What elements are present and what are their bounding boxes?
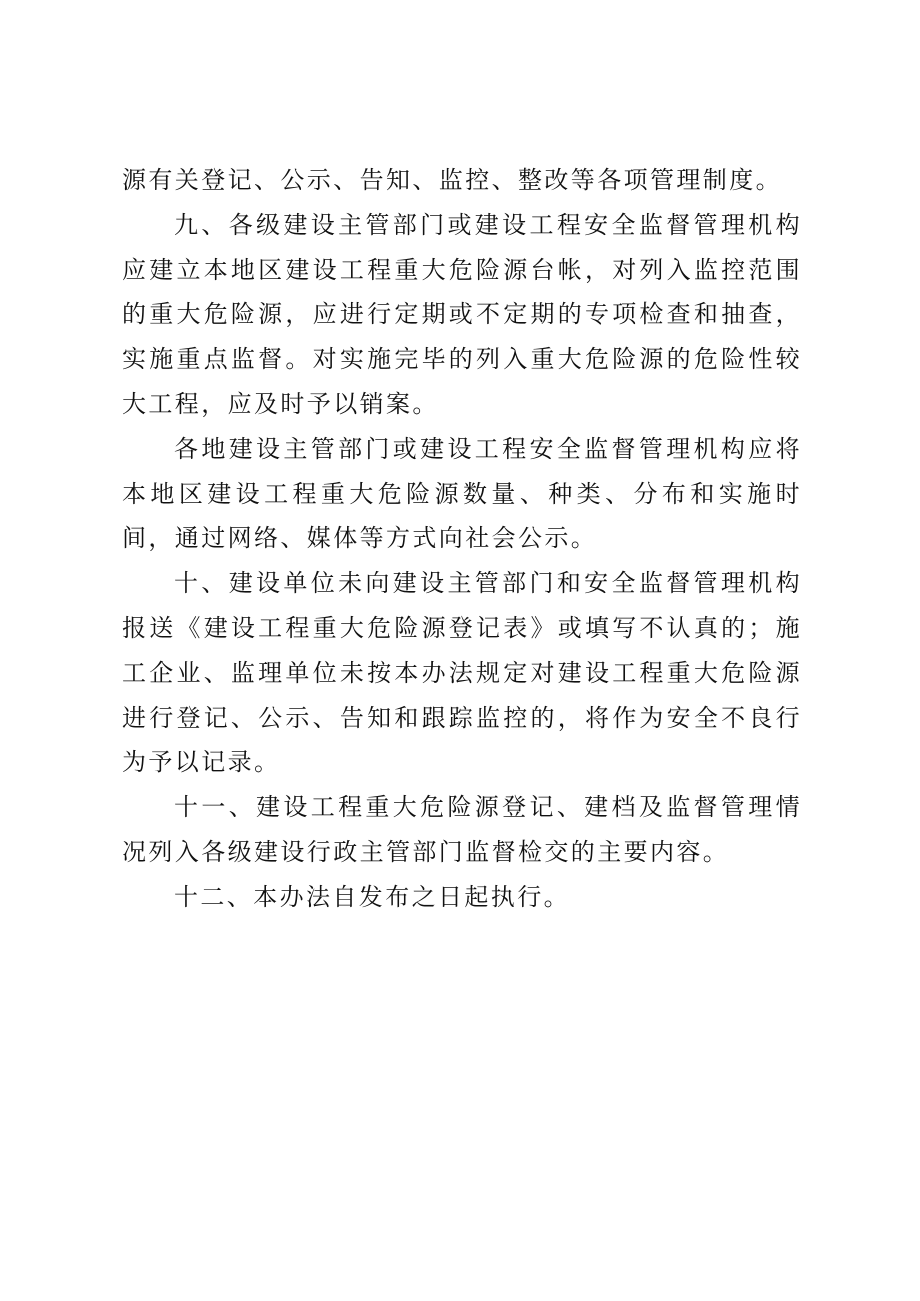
paragraph-article-9: 九、各级建设主管部门或建设工程安全监督管理机构应建立本地区建设工程重大危险源台帐，对列入监控范围的重大危险源，应进行定期或不定期的专项检查和抽查，实施重点监督。对实施完毕的列入重大危险源的危险性较大工程，应及时予以销案。: [122, 210, 802, 418]
paragraph-continuation: 源有关登记、公示、告知、监控、整改等各项管理制度。: [122, 166, 782, 194]
paragraph-article-12: 十二、本办法自发布之日起执行。: [174, 882, 570, 911]
document-body: [122, 158, 802, 920]
paragraph-article-11: 十一、建设工程重大危险源登记、建档及监督管理情况列入各级建设行政主管部门监督检交的主要内容。: [122, 793, 802, 866]
paragraph-article-10: 十、建设单位未向建设主管部门和安全监督管理机构报送《建设工程重大危险源登记表》或填写不认真的；施工企业、监理单位未按本办法规定对建设工程重大危险源进行登记、公示、告知和跟踪监控的，将作为安全不良行为予以记录。: [122, 569, 802, 777]
paragraph-article-9-publicity: 各地建设主管部门或建设工程安全监督管理机构应将本地区建设工程重大危险源数量、种类、分布和实施时间，通过网络、媒体等方式向社会公示。: [122, 434, 802, 553]
